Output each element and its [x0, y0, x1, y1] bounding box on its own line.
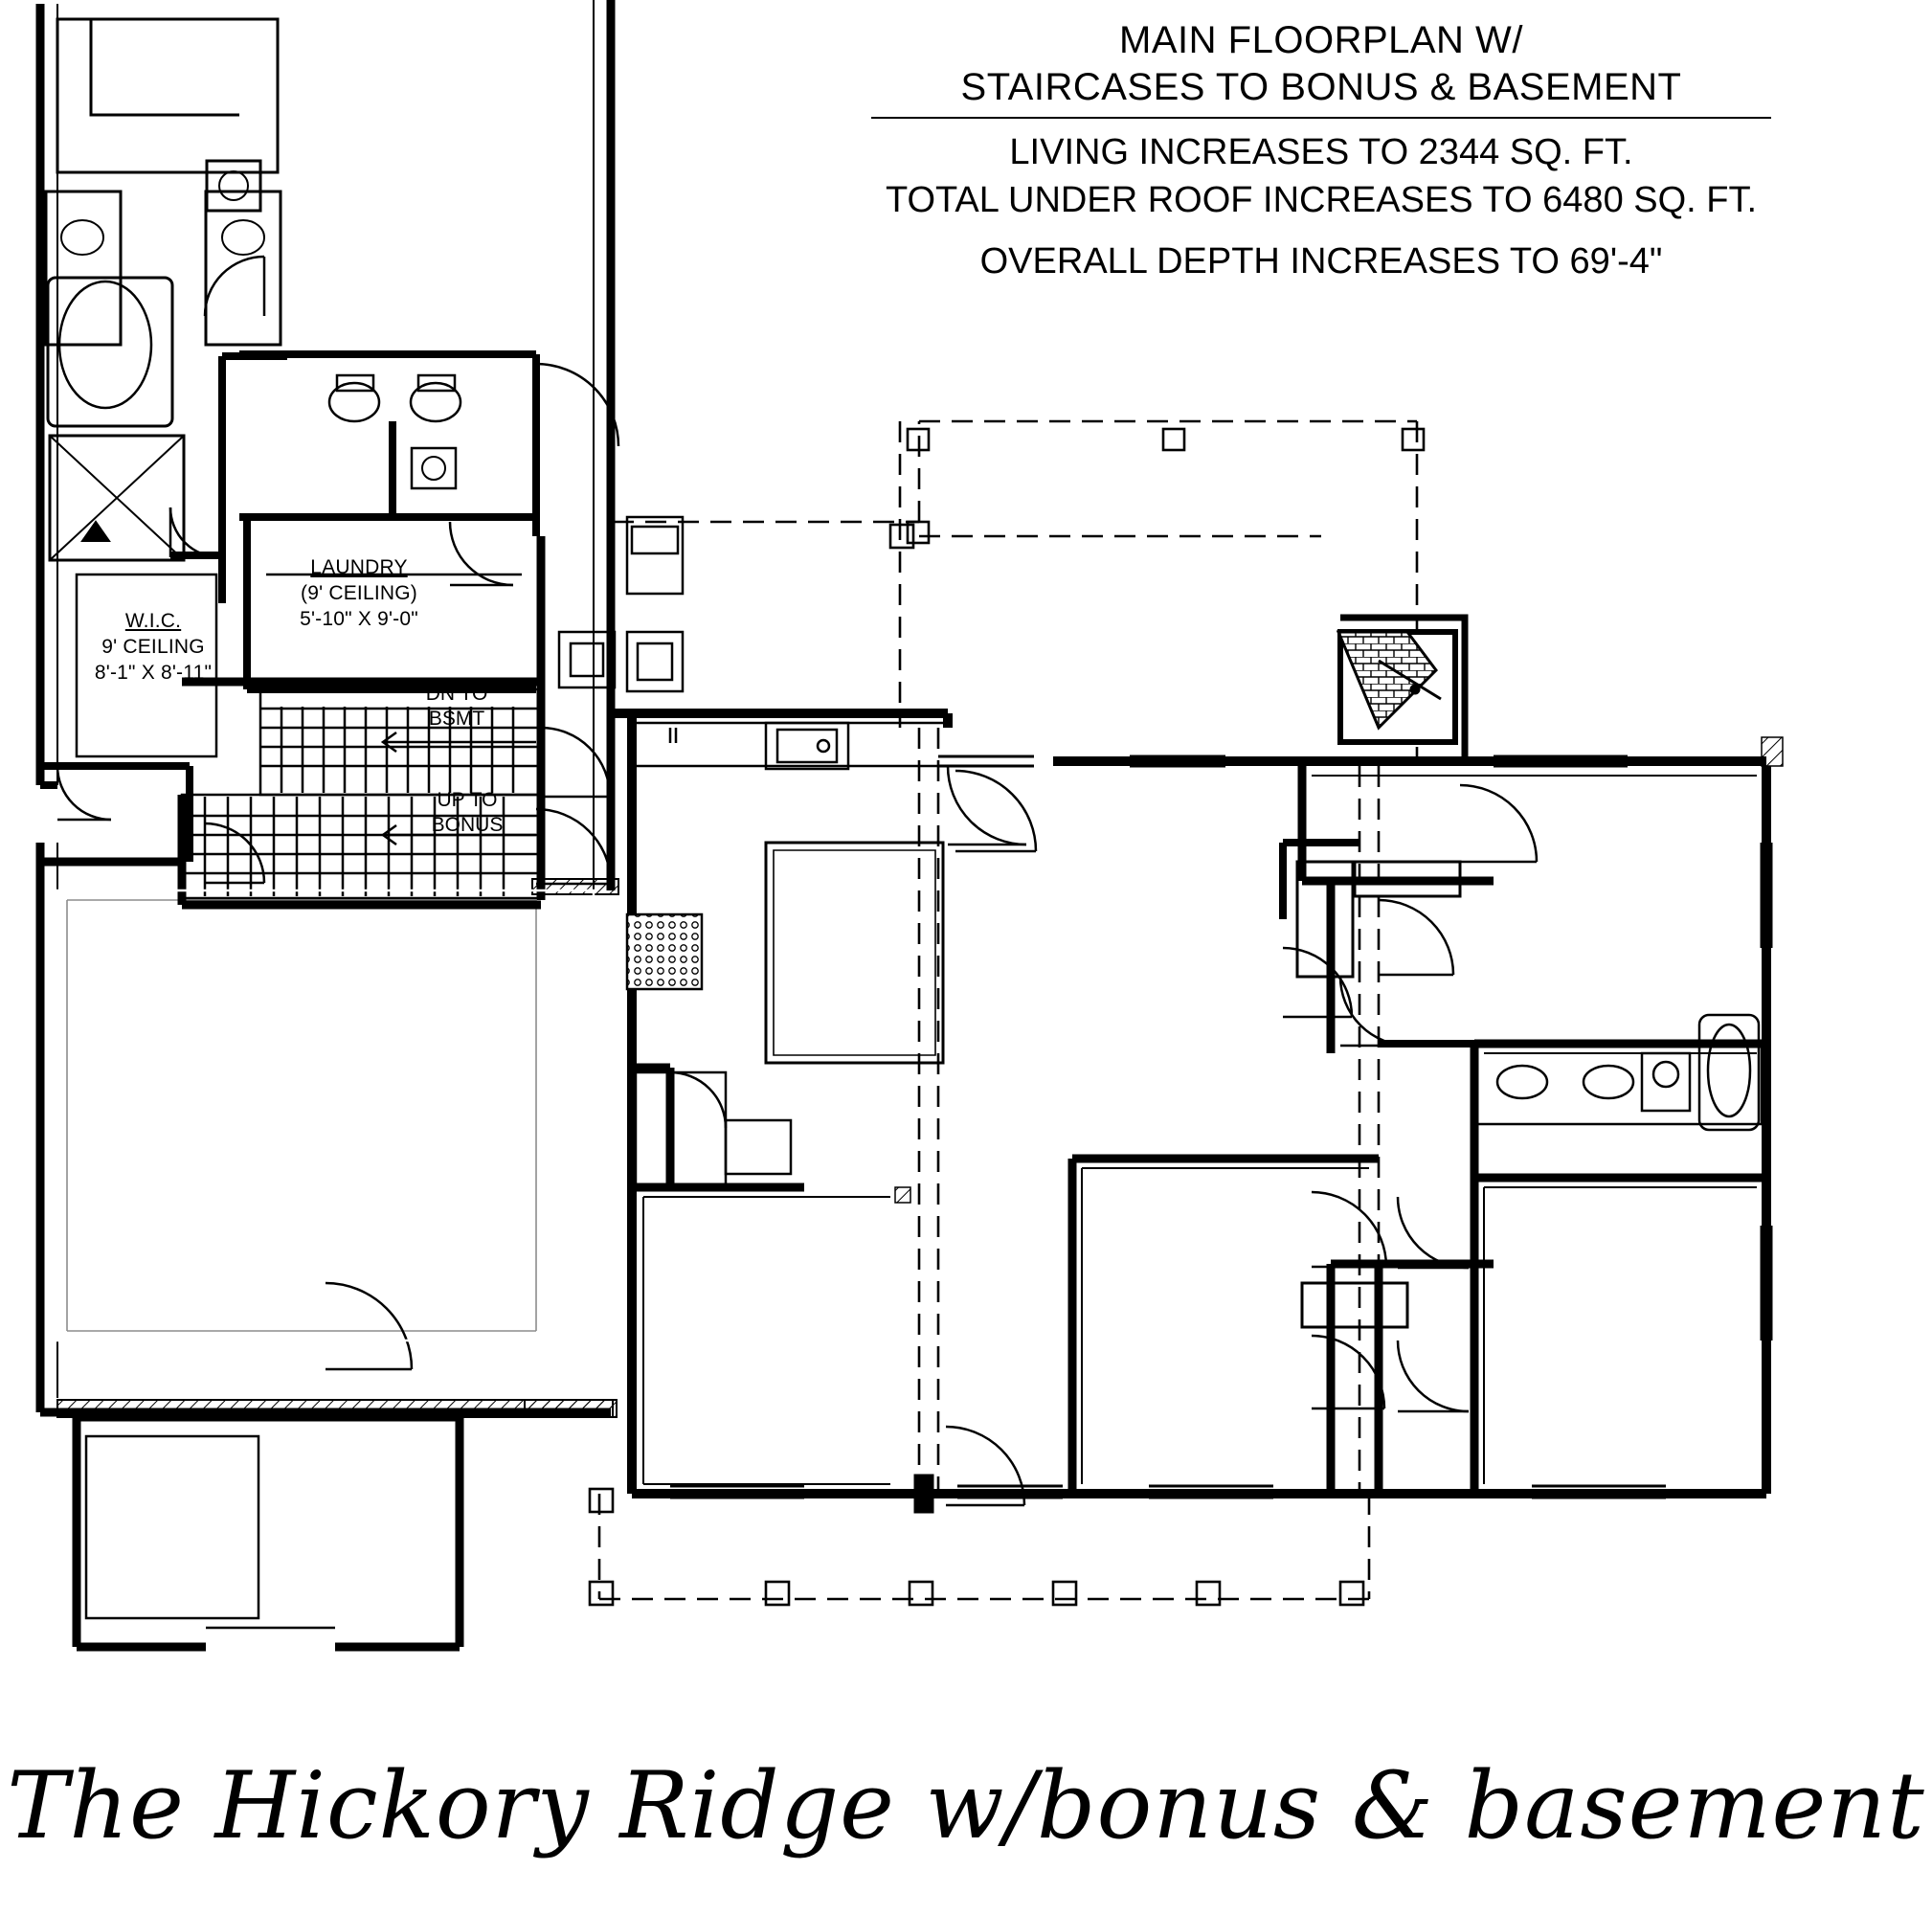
stair-note-basement: [394, 682, 519, 732]
range: [627, 914, 702, 989]
left-wing-walls: [40, 0, 611, 1412]
under-roof-stat: TOTAL UNDER ROOF INCREASES TO 6480 SQ. FT.: [885, 179, 1758, 220]
room-label-wic: [48, 609, 258, 687]
right-wing-walls: [1072, 766, 1766, 1494]
laundry-size: 5'-10" X 9'-0": [300, 607, 418, 630]
main-body-walls: [613, 713, 1766, 1494]
bath-fixtures-right: [1474, 1015, 1762, 1130]
window-marks: [670, 756, 1771, 1498]
powder-room: [239, 354, 536, 517]
wall-nib-1: [914, 1475, 933, 1513]
plan-geometry: [40, 0, 1783, 1647]
room-label-laundry: [254, 555, 464, 633]
wic-size: 8'-1" X 8'-11": [94, 661, 213, 684]
door-swings-left: [57, 257, 412, 1369]
laundry-ceiling: (9' CEILING): [301, 581, 417, 604]
stair-landing-hatch: [532, 879, 618, 894]
dn-to-line1: DN TO: [425, 683, 488, 705]
rear-porch-dashed: [599, 1494, 1369, 1599]
kitchen-counter: [637, 723, 943, 769]
dn-to-line2: BSMT: [428, 708, 485, 731]
garage: [40, 862, 460, 1647]
master-bath: [46, 19, 281, 560]
up-to-line2: BONUS: [431, 814, 504, 837]
overall-depth-stat: OVERALL DEPTH INCREASES TO 69'-4": [979, 240, 1663, 282]
laundry-name: LAUNDRY: [310, 556, 408, 578]
wall-nib-2: [895, 1187, 910, 1203]
up-to-line1: UP TO: [437, 789, 498, 811]
wic-name: W.I.C.: [124, 610, 182, 632]
thin-partitions: [643, 776, 1757, 1484]
fireplace: [1338, 618, 1465, 756]
plan-name-title: The Hickory Ridge w/bonus & basement: [7, 1752, 1925, 1859]
kitchen-island: [766, 843, 943, 1063]
pantry-closet: [636, 1072, 791, 1185]
title-line-2: STAIRCASES TO BONUS & BASEMENT: [960, 65, 1682, 108]
wall-nib-4: [525, 1400, 617, 1417]
title-line-1: MAIN FLOORPLAN W/: [1119, 19, 1523, 61]
stair-door-swings: [536, 728, 611, 884]
wic-ceiling: 9' CEILING: [101, 635, 205, 658]
appliance-niche: [627, 517, 683, 691]
stair-note-bonus: [400, 788, 534, 839]
wall-nib-3: [1762, 737, 1783, 766]
garage-thin: [57, 890, 594, 1628]
living-area-stat: LIVING INCREASES TO 2344 SQ. FT.: [1009, 131, 1633, 172]
